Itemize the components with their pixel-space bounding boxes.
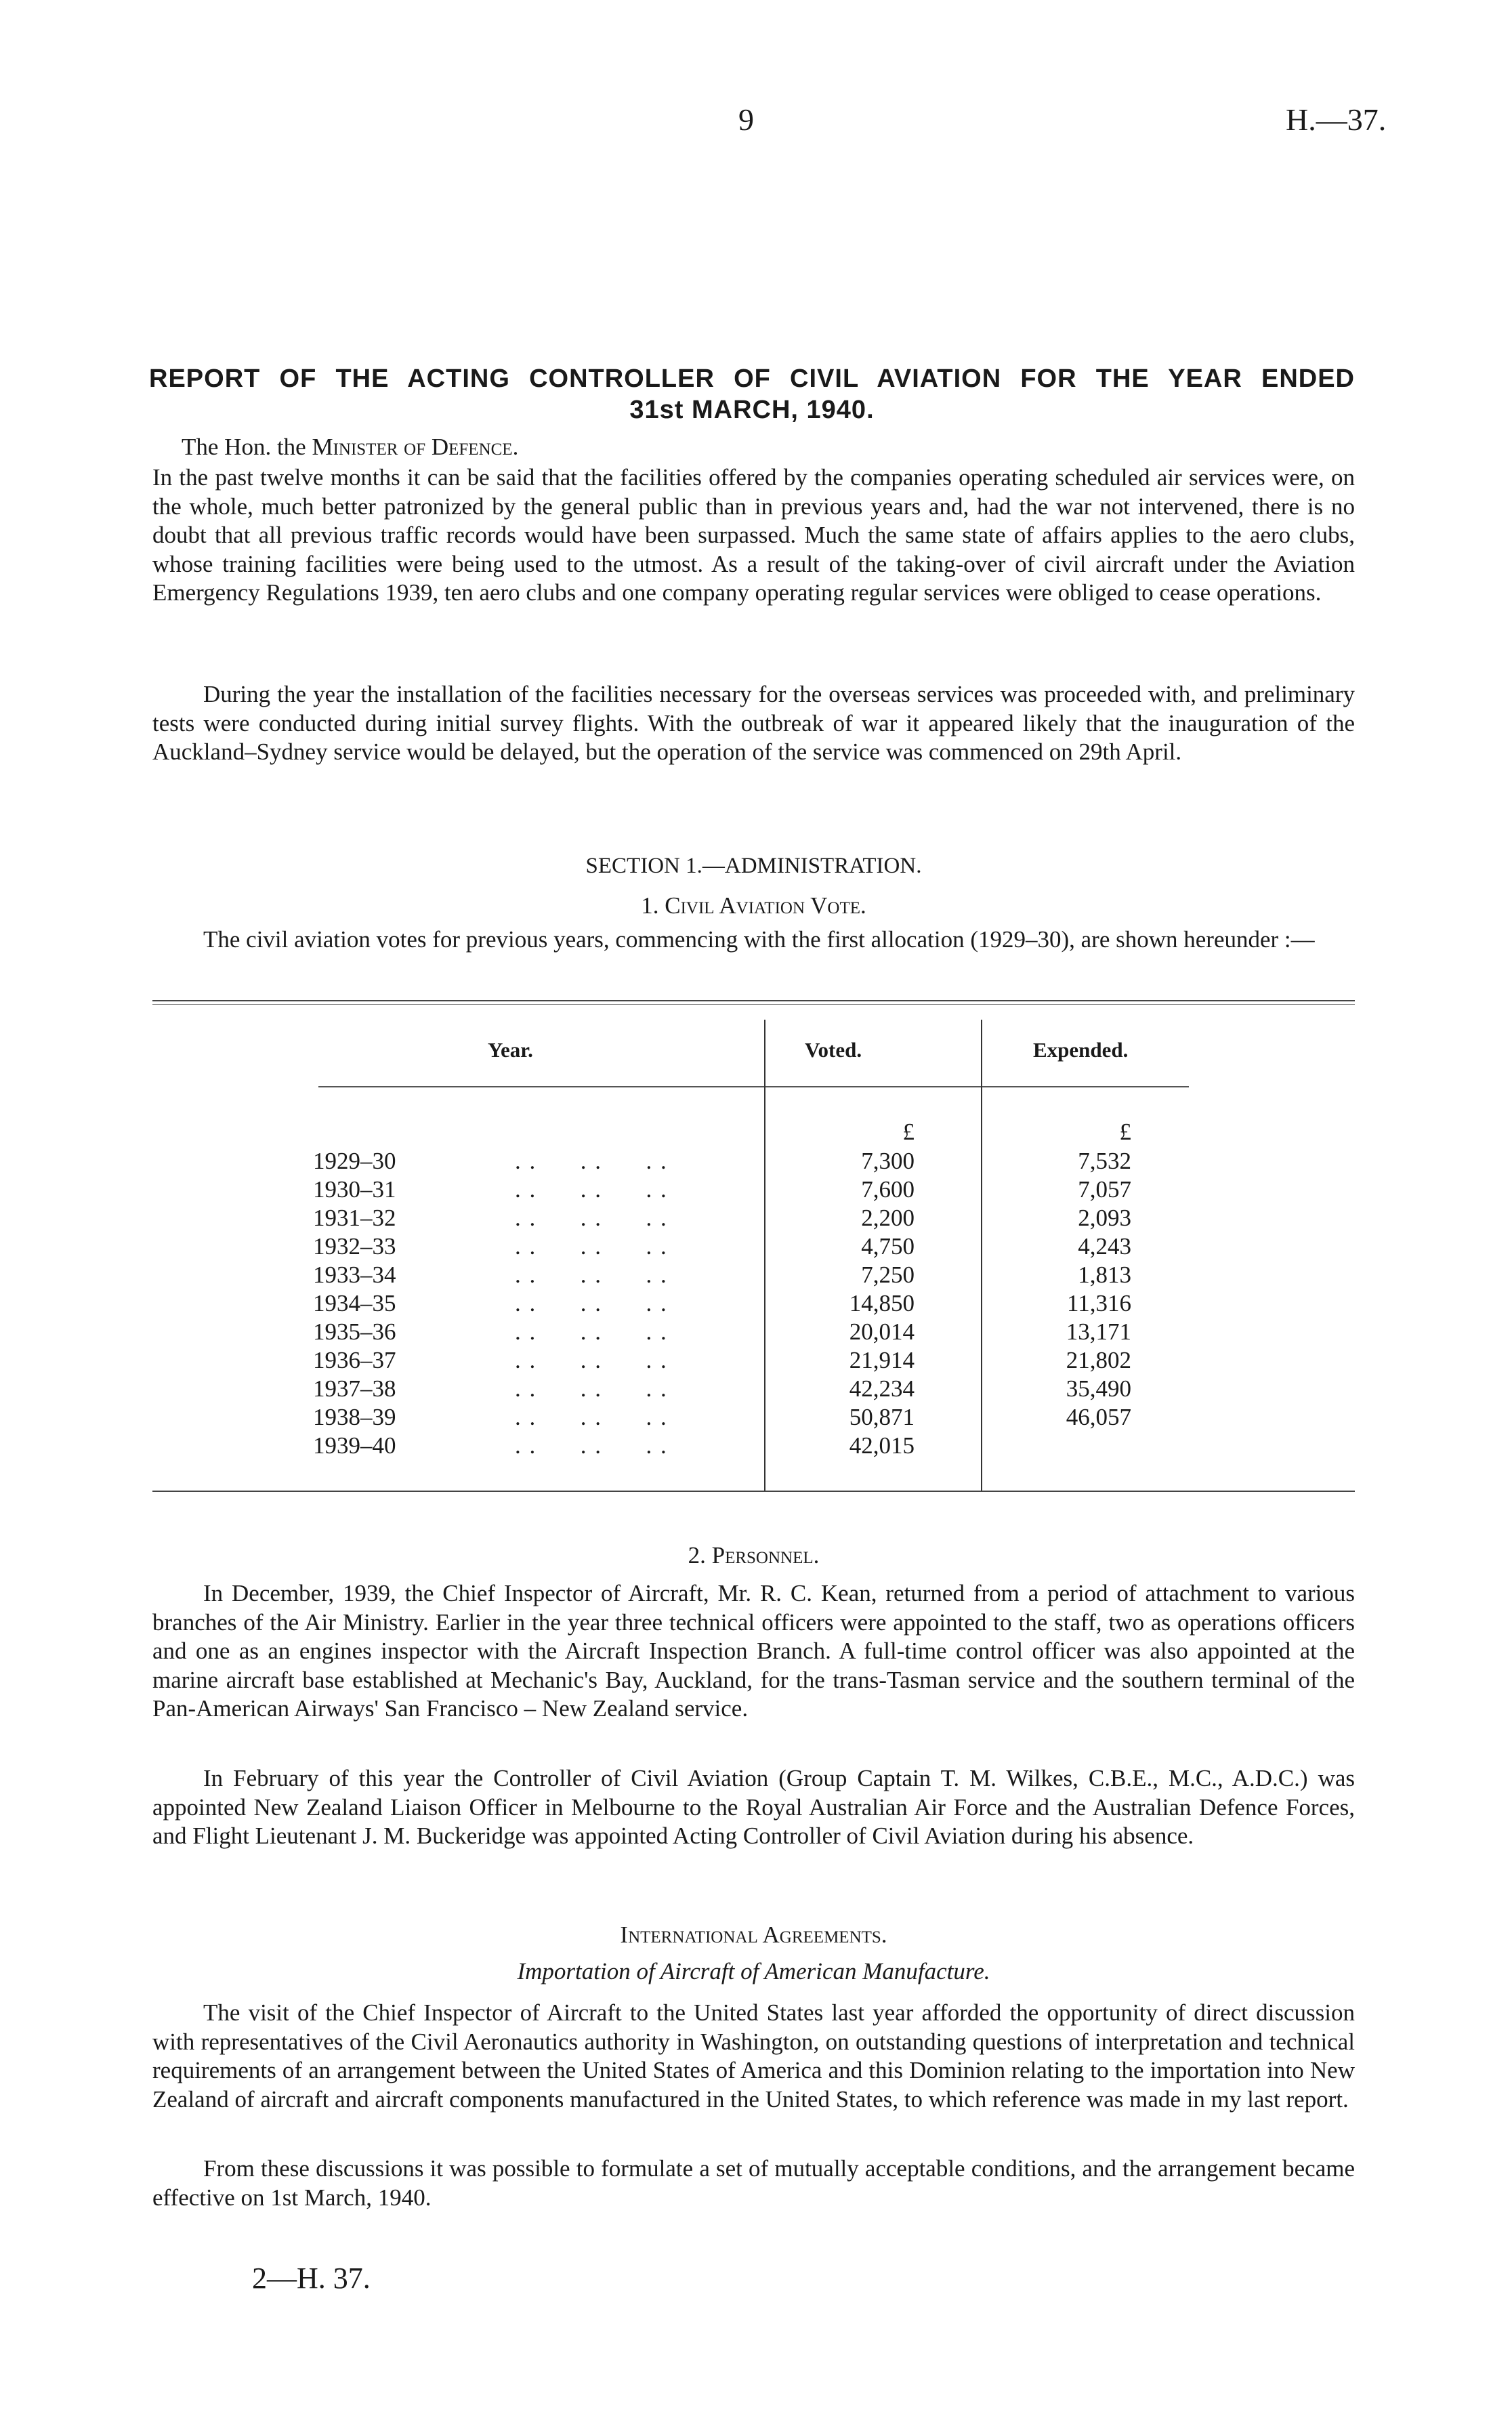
- leader-dots: . . . . . .: [515, 1233, 668, 1260]
- year-cell: 1938–39: [313, 1404, 396, 1430]
- leader-dots: . . . . . .: [515, 1148, 668, 1174]
- table-divider-1: [764, 1020, 765, 1491]
- expended-cell: 1,813: [1078, 1262, 1131, 1288]
- intro-paragraph-1: In the past twelve months it can be said that the facilities offered by the companies operating scheduled air services were, on the whole, much better patronized by the general public than in previous years and, had the war not intervened, there is no doubt that all previous traffic records would have been surpassed. Much the same state of affairs applies to the aero clubs, whose training facilities were being used to the utmost. As a result of the taking-over of civil aircraft under the Aviation Emergency Regulations 1939, ten aero clubs and one company operating regular services were obliged to cease operations.: [152, 464, 1355, 606]
- expended-cell: 2,093: [1078, 1205, 1131, 1231]
- report-title-line-2: 31st MARCH, 1940.: [629, 396, 875, 424]
- section-1-heading: SECTION 1.—ADMINISTRATION.: [585, 854, 922, 878]
- leader-dots: . . . . . .: [515, 1432, 668, 1459]
- expended-unit: £: [1119, 1119, 1131, 1145]
- year-cell: 1930–31: [313, 1176, 396, 1203]
- voted-cell: 20,014: [849, 1318, 915, 1345]
- column-header-expended: Expended.: [1033, 1038, 1129, 1062]
- leader-dots: . . . . . .: [515, 1375, 668, 1402]
- report-title-line-1: REPORT OF THE ACTING CONTROLLER OF CIVIL AVIATION FOR THE YEAR ENDED: [149, 365, 1355, 393]
- year-cell: 1934–35: [313, 1290, 396, 1316]
- year-cell: 1931–32: [313, 1205, 396, 1231]
- leader-dots: . . . . . .: [515, 1318, 668, 1345]
- leader-dots: . . . . . .: [515, 1262, 668, 1288]
- document-reference: H.—37.: [1286, 102, 1387, 137]
- leader-dots: . . . . . .: [515, 1290, 668, 1316]
- international-agreements-heading: International Agreements.: [620, 1921, 887, 1948]
- intro-paragraph-2: During the year the installation of the facilities necessary for the overseas services was proceeded with, and preliminary tests were conducted during initial survey flights. With the outbreak of war it appeared likely that the inauguration of the Auckland–Sydney service would be delayed, but the operation of the service was commenced on 29th April.: [152, 681, 1355, 765]
- voted-cell: 42,234: [849, 1375, 915, 1402]
- expended-cell: 7,057: [1078, 1176, 1131, 1203]
- voted-cell: 4,750: [861, 1233, 915, 1260]
- expended-cell: 21,802: [1066, 1347, 1131, 1373]
- table-bottom-rule: [152, 1491, 1355, 1492]
- report-title: [149, 363, 1355, 425]
- sheet-reference: 2—H. 37.: [252, 2262, 371, 2295]
- year-cell: 1932–33: [313, 1233, 396, 1260]
- year-cell: 1936–37: [313, 1347, 396, 1373]
- importation-sub-heading: Importation of Aircraft of American Manufacture.: [517, 1958, 990, 1984]
- table-header-rule: [318, 1086, 1189, 1087]
- year-cell: 1935–36: [313, 1318, 396, 1345]
- addressee: [182, 434, 518, 461]
- year-cell: 1937–38: [313, 1375, 396, 1402]
- international-paragraph-2: From these discussions it was possible to formulate a set of mutually acceptable conditions, and the arrangement became effective on 1st March, 1940.: [152, 2155, 1355, 2211]
- voted-cell: 7,250: [861, 1262, 915, 1288]
- voted-cell: 7,300: [861, 1148, 915, 1174]
- leader-dots: . . . . . .: [515, 1176, 668, 1203]
- expended-cell: 7,532: [1078, 1148, 1131, 1174]
- civil-aviation-vote-heading: 1. Civil Aviation Vote.: [641, 892, 866, 919]
- column-header-voted: Voted.: [805, 1038, 862, 1062]
- expended-cell: 46,057: [1066, 1404, 1131, 1430]
- expended-cell: 4,243: [1078, 1233, 1131, 1260]
- voted-cell: 2,200: [861, 1205, 915, 1231]
- expended-cell: 35,490: [1066, 1375, 1131, 1402]
- personnel-paragraph-2: In February of this year the Controller of Civil Aviation (Group Captain T. M. Wilkes, C.B.E., M.C., A.D.C.) was appointed New Zealand Liaison Officer in Melbourne to the Royal Australian Air Force and the Australian Defence Forces, and Flight Lieutenant J. M. Buckeridge was appointed Acting Controller of Civil Aviation during his absence.: [152, 1765, 1355, 1849]
- leader-dots: . . . . . .: [515, 1347, 668, 1373]
- table-divider-2: [981, 1020, 982, 1491]
- expended-cell: 13,171: [1066, 1318, 1131, 1345]
- year-cell: 1929–30: [313, 1148, 396, 1174]
- column-header-year: Year.: [488, 1038, 533, 1062]
- voted-cell: 50,871: [849, 1404, 915, 1430]
- voted-cell: 42,015: [849, 1432, 915, 1459]
- year-cell: 1933–34: [313, 1262, 396, 1288]
- voted-cell: 14,850: [849, 1290, 915, 1316]
- addressee-prefix: The Hon. the: [182, 434, 306, 460]
- leader-dots: . . . . . .: [515, 1205, 668, 1231]
- expended-cell: 11,316: [1067, 1290, 1131, 1316]
- voted-unit: £: [902, 1119, 915, 1145]
- table-top-rule-thin: [152, 1004, 1355, 1005]
- addressee-title: Minister of Defence.: [312, 434, 519, 460]
- year-cell: 1939–40: [313, 1432, 396, 1459]
- table-top-rule: [152, 1000, 1355, 1001]
- page-number: 9: [738, 102, 754, 137]
- personnel-heading: 2. Personnel.: [688, 1542, 820, 1568]
- voted-cell: 7,600: [861, 1176, 915, 1203]
- international-paragraph-1: The visit of the Chief Inspector of Aircraft to the United States last year afforded the opportunity of direct discussion with representatives of the Civil Aeronautics authority in Washington, on outstanding questions of interpretation and technical requirements of an arrangement between the United States of America and this Dominion relating to the importation into New Zealand of aircraft and aircraft components manufactured in the United States, to which reference was made in my last report.: [152, 1999, 1355, 2113]
- personnel-paragraph-1: In December, 1939, the Chief Inspector of Aircraft, Mr. R. C. Kean, returned from a period of attachment to various branches of the Air Ministry. Earlier in the year three technical officers were appointed to the staff, two as operations officers and one as an engines inspector with the Aircraft Inspection Branch. A full-time control officer was also appointed at the marine aircraft base established at Mechanic's Bay, Auckland, for the trans-Tasman service and the southern terminal of the Pan-American Airways' San Francisco – New Zealand service.: [152, 1580, 1355, 1722]
- leader-dots: . . . . . .: [515, 1404, 668, 1430]
- vote-table-intro: The civil aviation votes for previous years, commencing with the first allocation (1929–30), are shown hereunder :—: [203, 926, 1315, 953]
- voted-cell: 21,914: [849, 1347, 915, 1373]
